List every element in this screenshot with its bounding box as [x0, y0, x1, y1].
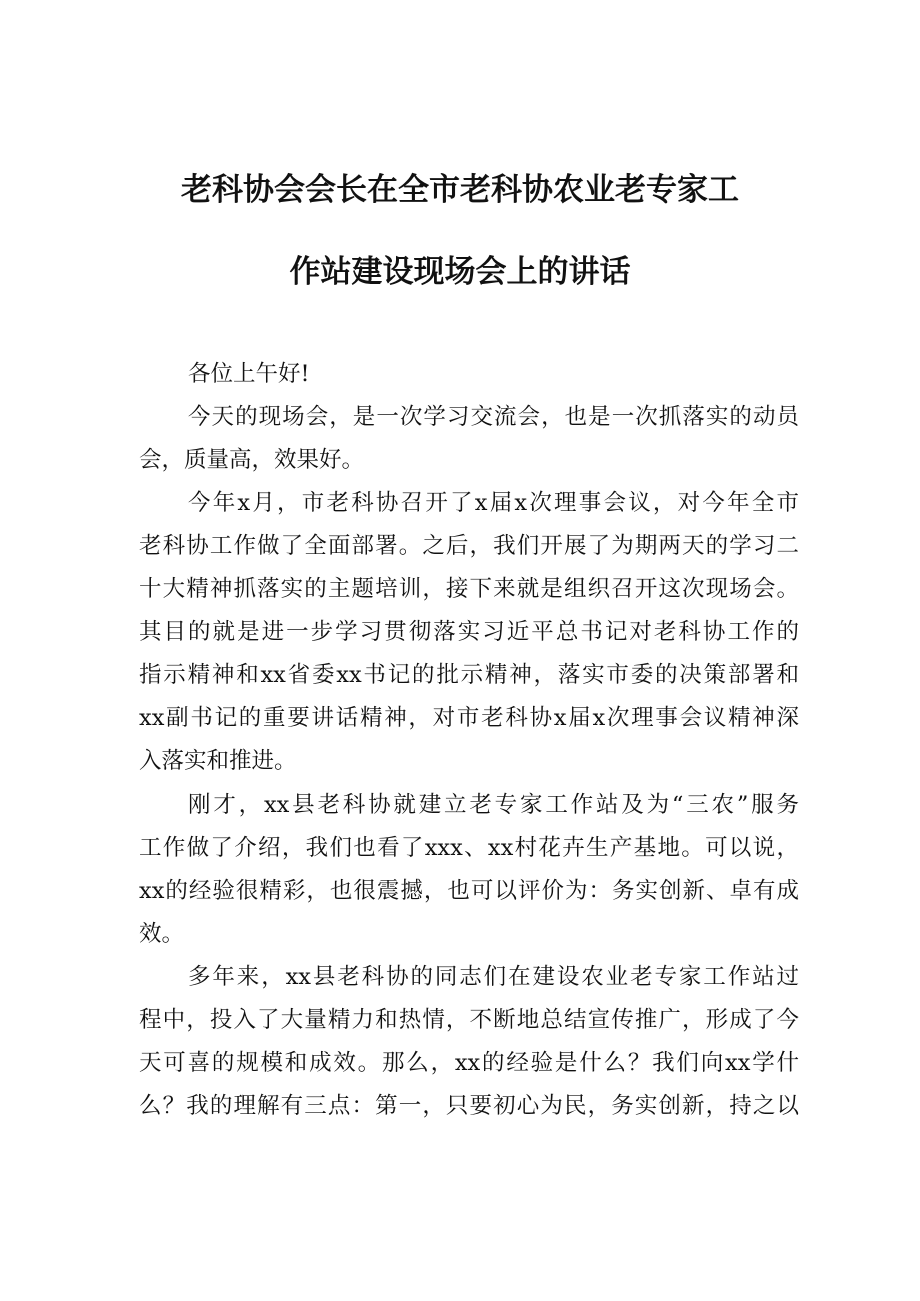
paragraph-3-line-1: 刚才，xx县老科协就建立老专家工作站及为“三农”服务 — [188, 792, 799, 818]
paragraph-2-line-2: 老科协工作做了全面部署。之后，我们开展了为期两天的学习二 — [139, 533, 799, 559]
paragraph-4-line-4: 么？我的理解有三点：第一，只要初心为民，务实创新，持之以 — [139, 1093, 799, 1119]
paragraph-2-line-5: 指示精神和xx省委xx书记的批示精神，落实市委的决策部署和 — [139, 662, 799, 688]
paragraph-2-line-1: 今年x月，市老科协召开了x届x次理事会议，对今年全市 — [188, 490, 799, 516]
greeting-line: 各位上午好! — [188, 361, 310, 387]
paragraph-4-line-3: 天可喜的规模和成效。那么，xx的经验是什么？我们向xx学什 — [139, 1050, 799, 1076]
paragraph-2-line-3: 十大精神抓落实的主题培训，接下来就是组织召开这次现场会。 — [139, 576, 799, 602]
paragraph-3-line-4: 效。 — [139, 921, 185, 947]
paragraph-2-line-4: 其目的就是进一步学习贯彻落实习近平总书记对老科协工作的 — [139, 619, 799, 645]
document-title-line-2: 作站建设现场会上的讲话 — [289, 254, 631, 290]
paragraph-1-line-2: 会，质量高，效果好。 — [139, 447, 365, 473]
paragraph-4-line-2: 程中，投入了大量精力和热情，不断地总结宣传推广，形成了今 — [139, 1007, 799, 1033]
paragraph-4-line-1: 多年来，xx县老科协的同志们在建设农业老专家工作站过 — [188, 964, 799, 990]
paragraph-1-line-1: 今天的现场会，是一次学习交流会，也是一次抓落实的动员 — [188, 404, 799, 430]
paragraph-3-line-2: 工作做了介绍，我们也看了xxx、xx村花卉生产基地。可以说， — [139, 835, 799, 861]
paragraph-3-line-3: xx的经验很精彩，也很震撼，也可以评价为：务实创新、卓有成 — [139, 878, 799, 904]
document-title-line-1: 老科协会会长在全市老科协农业老专家工 — [181, 172, 739, 208]
paragraph-2-line-7: 入落实和推进。 — [139, 748, 297, 774]
paragraph-2-line-6: xx副书记的重要讲话精神，对市老科协x届x次理事会议精神深 — [139, 705, 799, 731]
